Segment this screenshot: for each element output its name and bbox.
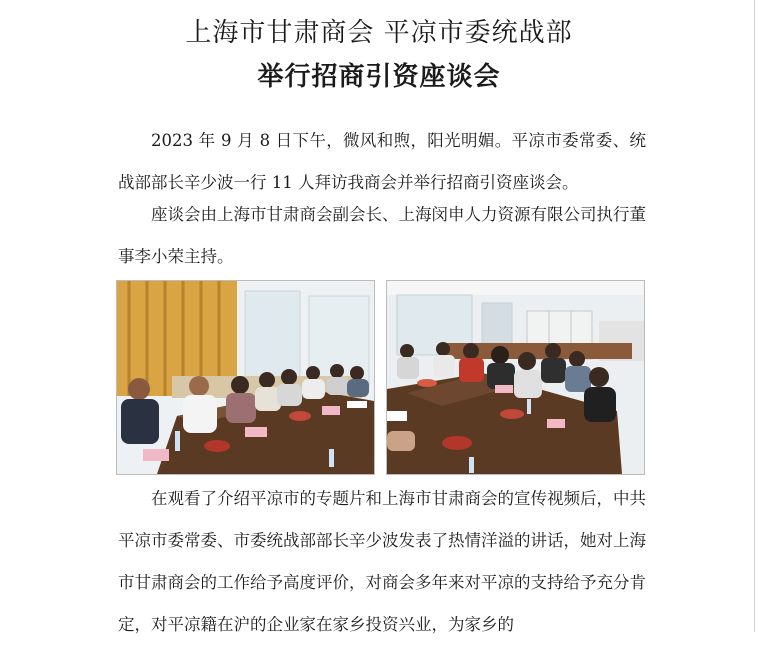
meeting-photo-right xyxy=(386,280,645,475)
paragraph-3-text: 在观看了介绍平凉市的专题片和上海市甘肃商会的宣传视频后，中共平凉市委常委、市委统战部部长辛少波发表了热情洋溢的讲话，她对上海市甘肃商会的工作给予高度评价，对商会多年来对平凉的支持给予充分肯定，对平凉籍在沪的企业家在家乡投资兴业，为家乡的 xyxy=(118,489,646,634)
paragraph-2 xyxy=(118,194,646,278)
page-edge-divider xyxy=(754,0,755,632)
paragraph-1-text: 2023 年 9 月 8 日下午，微风和煦，阳光明媚。平凉市委常委、统战部部长辛少波一行 11 人拜访我商会并举行招商引资座谈会。 xyxy=(118,131,646,192)
paragraph-3 xyxy=(118,478,646,646)
paragraph-1 xyxy=(118,120,646,204)
meeting-photo-right-image xyxy=(387,281,644,474)
title-line-1: 上海市甘肃商会 平凉市委统战部 xyxy=(185,18,573,48)
meeting-photo-left xyxy=(116,280,375,475)
meeting-photo-left-image xyxy=(117,281,374,474)
title-line-2: 举行招商引资座谈会 xyxy=(257,62,501,92)
paragraph-2-text: 座谈会由上海市甘肃商会副会长、上海闵申人力资源有限公司执行董事李小荣主持。 xyxy=(118,205,646,266)
